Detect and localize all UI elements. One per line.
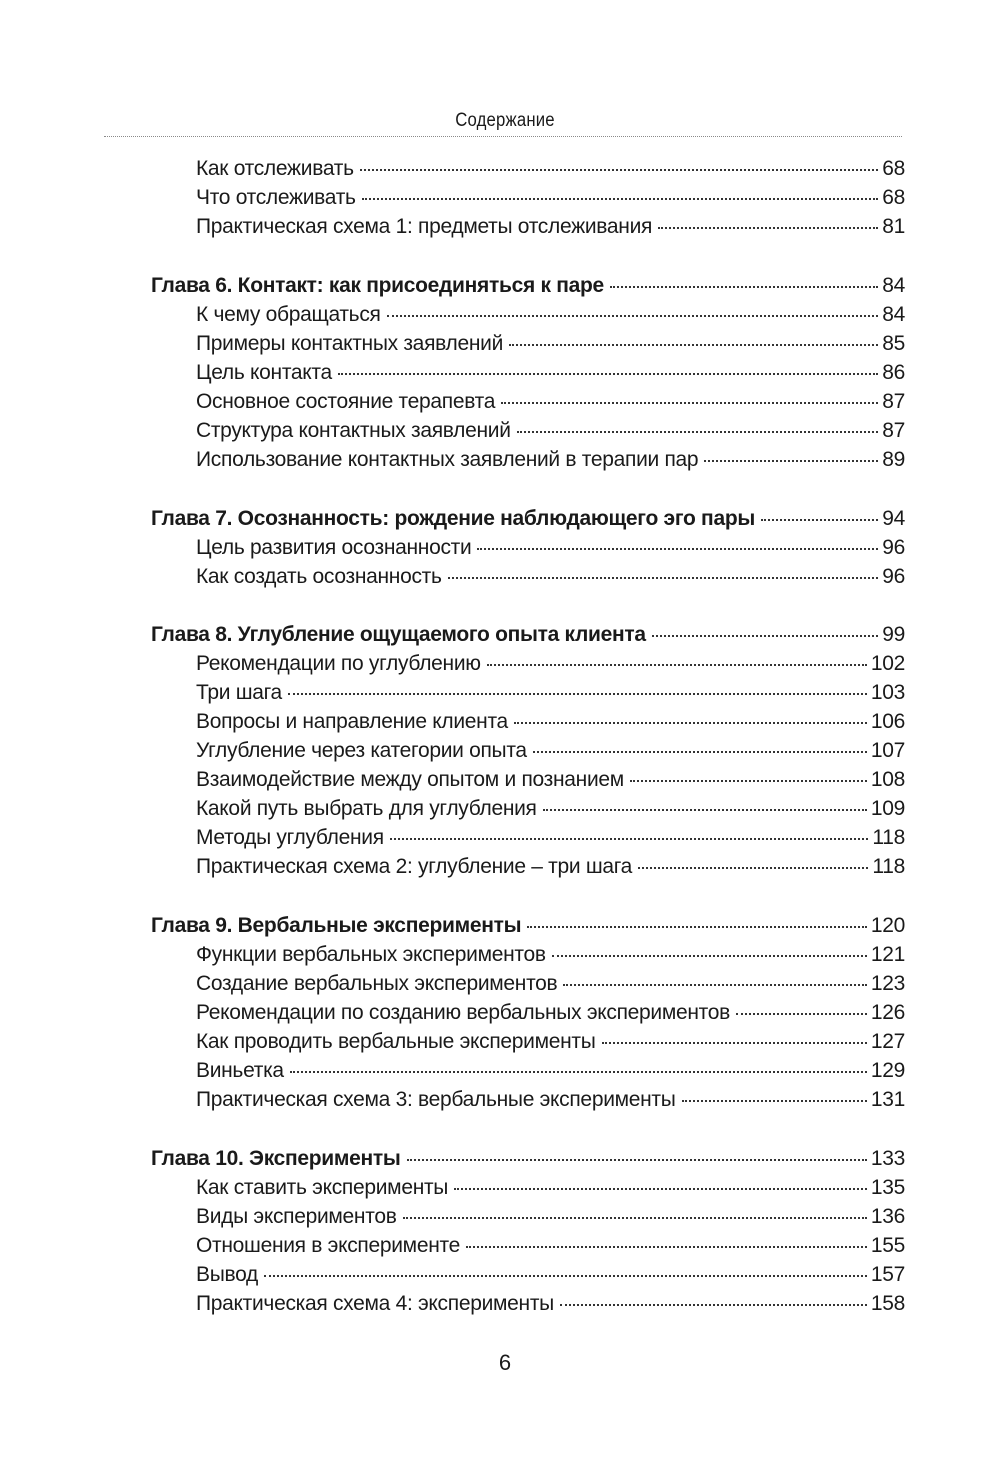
toc-entry-title: Рекомендации по углублению: [196, 652, 481, 675]
dot-leader: [682, 1099, 867, 1102]
page-number: 6: [498, 1350, 512, 1375]
toc-entry-page: 135: [870, 1176, 905, 1199]
toc-entry-page: 87: [882, 419, 905, 442]
toc-chapter-7[interactable]: [151, 504, 905, 533]
dot-leader: [448, 576, 879, 579]
toc-entry-page: 126: [870, 1001, 905, 1024]
toc-entry[interactable]: [196, 416, 905, 445]
toc-entry-title: Рекомендации по созданию вербальных экспериментов: [196, 1001, 730, 1024]
toc-entry-page: 107: [870, 739, 905, 762]
toc-chapter-page: 84: [882, 274, 905, 297]
dot-leader: [264, 1274, 867, 1277]
toc-entry-title: Практическая схема 3: вербальные эксперименты: [196, 1088, 676, 1111]
toc-entry[interactable]: [196, 562, 905, 591]
toc-entry-page: 121: [870, 943, 905, 966]
toc-entry[interactable]: [196, 212, 905, 241]
toc-entry-title: Взаимодействие между опытом и познанием: [196, 768, 624, 791]
toc-entry-page: 96: [882, 565, 905, 588]
dot-leader: [477, 547, 878, 550]
toc-entry-title: Практическая схема 4: эксперименты: [196, 1292, 554, 1315]
toc-entry[interactable]: [196, 969, 905, 998]
toc-entry-page: 68: [882, 157, 905, 180]
dot-leader: [487, 663, 867, 666]
dot-leader: [704, 459, 878, 462]
running-head: Содержание: [455, 110, 555, 131]
toc-entry[interactable]: [196, 1085, 905, 1114]
toc-entry-title: Функции вербальных экспериментов: [196, 943, 546, 966]
dot-leader: [533, 750, 867, 753]
dot-leader: [552, 954, 867, 957]
toc-entry[interactable]: [196, 183, 905, 212]
toc-entry-title: Отношения в эксперименте: [196, 1234, 460, 1257]
toc-entry-page: 96: [882, 536, 905, 559]
dot-leader: [543, 808, 867, 811]
toc-chapter-page: 120: [870, 914, 905, 937]
toc-entry[interactable]: [196, 823, 905, 852]
running-head-rule: [104, 136, 902, 137]
toc-entry-page: 155: [870, 1234, 905, 1257]
toc-entry-page: 89: [882, 448, 905, 471]
dot-leader: [514, 721, 867, 724]
toc-entry-page: 131: [870, 1088, 905, 1111]
dot-leader: [338, 372, 878, 375]
toc-entry[interactable]: [196, 1202, 905, 1231]
toc-entry-title: Создание вербальных экспериментов: [196, 972, 558, 995]
dot-leader: [362, 197, 879, 200]
dot-leader: [602, 1041, 867, 1044]
toc-chapter-6[interactable]: [151, 271, 905, 300]
dot-leader: [736, 1012, 867, 1015]
dot-leader: [610, 285, 878, 288]
dot-leader: [563, 983, 866, 986]
toc-entry-title: Как проводить вербальные эксперименты: [196, 1030, 596, 1053]
toc-entry-title: Что отслеживать: [196, 186, 356, 209]
toc-entry[interactable]: [196, 1173, 905, 1202]
toc-chapter-title: Глава 9. Вербальные эксперименты: [151, 914, 522, 937]
toc-entry-page: 86: [882, 361, 905, 384]
dot-leader: [360, 168, 879, 171]
toc-entry-title: Вывод: [196, 1263, 258, 1286]
toc-entry-title: Примеры контактных заявлений: [196, 332, 504, 355]
dot-leader: [560, 1303, 867, 1306]
toc-entry-page: 109: [870, 797, 905, 820]
toc-entry[interactable]: [196, 794, 905, 823]
toc-entry[interactable]: [196, 329, 905, 358]
toc-chapter-title: Глава 10. Эксперименты: [151, 1147, 401, 1170]
toc-entry[interactable]: [196, 387, 905, 416]
toc-entry[interactable]: [196, 852, 905, 881]
toc-chapter-title: Глава 7. Осознанность: рождение наблюдающего эго пары: [151, 507, 755, 530]
toc-entry-page: 81: [882, 215, 905, 238]
toc-entry[interactable]: [196, 533, 905, 562]
toc-entry-page: 118: [872, 855, 905, 878]
toc-entry-page: 68: [882, 186, 905, 209]
dot-leader: [390, 837, 869, 840]
toc-entry-page: 84: [882, 303, 905, 326]
toc-entry[interactable]: [196, 998, 905, 1027]
dot-leader: [509, 343, 878, 346]
dot-leader: [501, 401, 878, 404]
toc-chapter-page: 94: [882, 507, 905, 530]
dot-leader: [387, 314, 879, 317]
dot-leader: [288, 692, 867, 695]
toc-entry-title: Какой путь выбрать для углубления: [196, 797, 537, 820]
toc-chapter-10[interactable]: [151, 1144, 905, 1173]
toc-entry[interactable]: [196, 1289, 905, 1318]
toc-entry-page: 87: [882, 390, 905, 413]
dot-leader: [652, 634, 878, 637]
dot-leader: [630, 779, 867, 782]
toc-entry[interactable]: [196, 445, 905, 474]
toc-entry-title: Как отслеживать: [196, 157, 354, 180]
toc-entry-page: 106: [870, 710, 905, 733]
toc-entry[interactable]: [196, 300, 905, 329]
toc-entry[interactable]: [196, 1260, 905, 1289]
toc-entry-title: Три шага: [196, 681, 282, 704]
toc-entry-title: Использование контактных заявлений в терапии пар: [196, 448, 699, 471]
toc-entry-title: Вопросы и направление клиента: [196, 710, 508, 733]
dot-leader: [466, 1245, 867, 1248]
toc-chapter-9[interactable]: [151, 911, 905, 940]
toc-entry-page: 103: [870, 681, 905, 704]
toc-entry-page: 158: [870, 1292, 905, 1315]
dot-leader: [761, 518, 878, 521]
toc-entry-title: Цель контакта: [196, 361, 332, 384]
toc-entry-title: Основное состояние терапевта: [196, 390, 496, 413]
toc-entry-page: 118: [872, 826, 905, 849]
toc-entry[interactable]: [196, 649, 905, 678]
dot-leader: [638, 866, 868, 869]
toc-entry[interactable]: [196, 1027, 905, 1056]
toc-entry-page: 129: [870, 1059, 905, 1082]
toc-entry[interactable]: [196, 678, 905, 707]
toc-entry[interactable]: [196, 765, 905, 794]
toc-chapter-8[interactable]: [151, 620, 905, 649]
toc-entry-title: Практическая схема 1: предметы отслеживания: [196, 215, 653, 238]
toc-chapter-title: Глава 6. Контакт: как присоединяться к паре: [151, 274, 604, 297]
dot-leader: [454, 1187, 867, 1190]
toc-entry-title: Углубление через категории опыта: [196, 739, 527, 762]
dot-leader: [403, 1216, 867, 1219]
toc-chapter-title: Глава 8. Углубление ощущаемого опыта клиента: [151, 623, 646, 646]
toc-entry-page: 85: [882, 332, 905, 355]
toc-entry[interactable]: [196, 707, 905, 736]
toc-entry[interactable]: [196, 358, 905, 387]
toc-entry-page: 102: [870, 652, 905, 675]
dot-leader: [527, 925, 867, 928]
dot-leader: [658, 226, 878, 229]
dot-leader: [517, 430, 879, 433]
toc-entry-page: 123: [870, 972, 905, 995]
dot-leader: [407, 1158, 867, 1161]
toc-entry-title: К чему обращаться: [196, 303, 381, 326]
toc-entry-title: Цель развития осознанности: [196, 536, 472, 559]
toc-entry[interactable]: [196, 736, 905, 765]
toc-entry[interactable]: [196, 940, 905, 969]
toc-entry-title: Как ставить эксперименты: [196, 1176, 449, 1199]
toc-entry-title: Структура контактных заявлений: [196, 419, 511, 442]
toc-entry-title: Как создать осознанность: [196, 565, 442, 588]
toc-chapter-page: 133: [870, 1147, 905, 1170]
toc-entry[interactable]: [196, 1056, 905, 1085]
toc-entry[interactable]: [196, 154, 905, 183]
toc-entry-page: 136: [870, 1205, 905, 1228]
toc-entry-page: 157: [870, 1263, 905, 1286]
toc-entry-title: Виньетка: [196, 1059, 284, 1082]
toc-entry-title: Методы углубления: [196, 826, 384, 849]
toc-chapter-page: 99: [882, 623, 905, 646]
toc-entry[interactable]: [196, 1231, 905, 1260]
dot-leader: [290, 1070, 867, 1073]
toc-entry-page: 108: [870, 768, 905, 791]
toc-entry-title: Практическая схема 2: углубление – три шага: [196, 855, 633, 878]
toc-entry-title: Виды экспериментов: [196, 1205, 397, 1228]
toc-entry-page: 127: [870, 1030, 905, 1053]
